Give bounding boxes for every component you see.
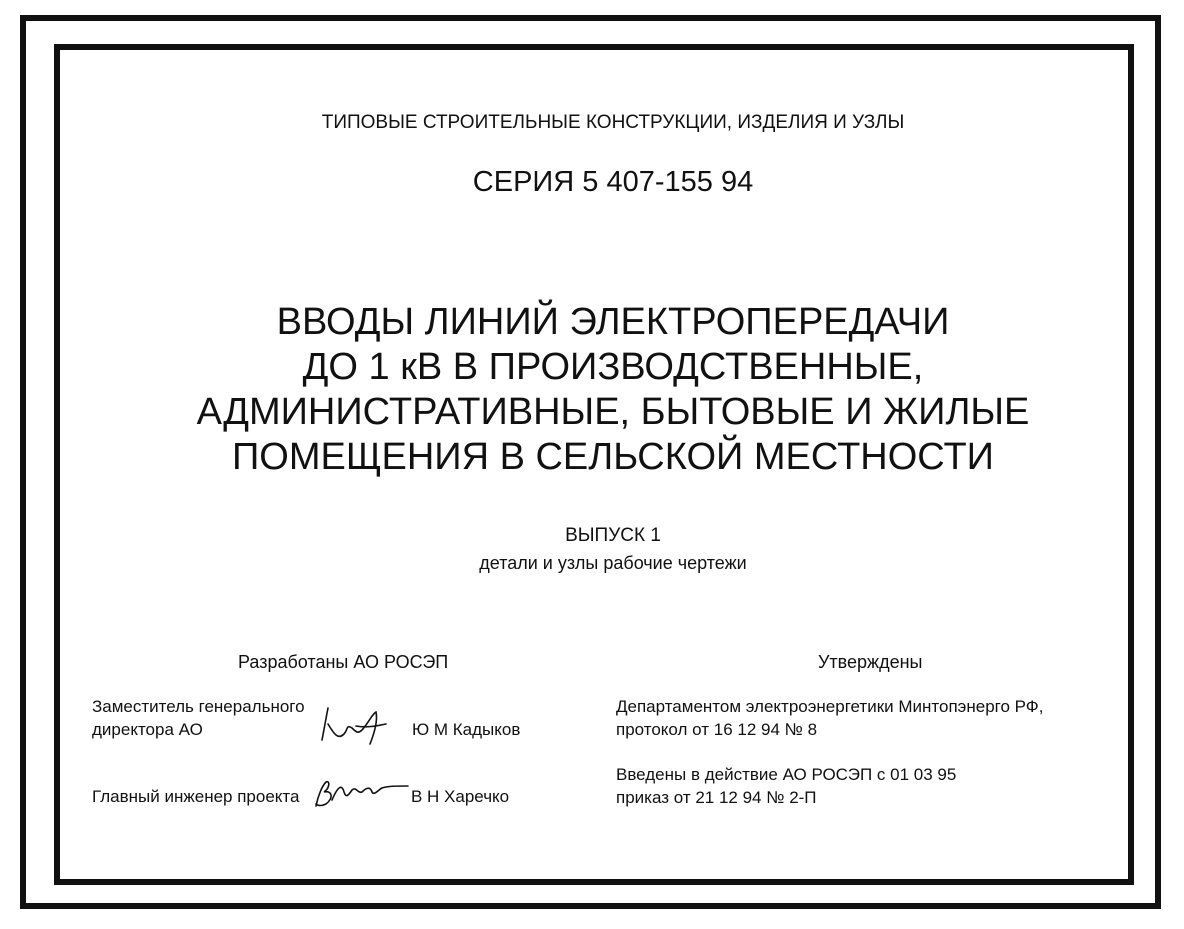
issue-label: ВЫПУСК 1 xyxy=(565,525,661,546)
approved-heading: Утверждены xyxy=(818,652,923,672)
title-line-4: ПОМЕЩЕНИЯ В СЕЛЬСКОЙ МЕСТНОСТИ xyxy=(231,436,994,478)
deputy-position-line1: Заместитель генерального xyxy=(92,697,305,716)
deputy-signature xyxy=(316,704,388,748)
order-number: приказ от 21 12 94 № 2-П xyxy=(616,788,817,807)
approved-protocol: протокол от 16 12 94 № 8 xyxy=(616,720,818,739)
series-number: СЕРИЯ 5 407-155 94 xyxy=(472,166,754,198)
effective-date: Введены в действие АО РОСЭП с 01 03 95 xyxy=(616,765,957,784)
issue-subtitle: детали и узлы рабочие чертежи xyxy=(479,553,747,573)
approved-department: Департаментом электроэнергетики Минтопэнерго РФ, xyxy=(616,697,1044,716)
document-title xyxy=(0,300,1184,480)
title-line-1: ВВОДЫ ЛИНИЙ ЭЛЕКТРОПЕРЕДАЧИ xyxy=(276,301,950,343)
chief-engineer-position: Главный инженер проекта xyxy=(92,787,300,806)
developed-heading: Разработаны АО РОСЭП xyxy=(238,652,449,672)
title-line-2: ДО 1 кВ В ПРОИЗВОДСТВЕННЫЕ, xyxy=(302,346,924,388)
chief-engineer-signature xyxy=(312,776,412,812)
document-category: ТИПОВЫЕ СТРОИТЕЛЬНЫЕ КОНСТРУКЦИИ, ИЗДЕЛИЯ И УЗЛЫ xyxy=(321,112,905,133)
deputy-position-line2: директора АО xyxy=(92,720,203,739)
deputy-name: Ю М Кадыков xyxy=(412,720,521,739)
chief-engineer-name: В Н Харечко xyxy=(411,787,510,806)
title-line-3: АДМИНИСТРАТИВНЫЕ, БЫТОВЫЕ И ЖИЛЫЕ xyxy=(196,391,1030,433)
